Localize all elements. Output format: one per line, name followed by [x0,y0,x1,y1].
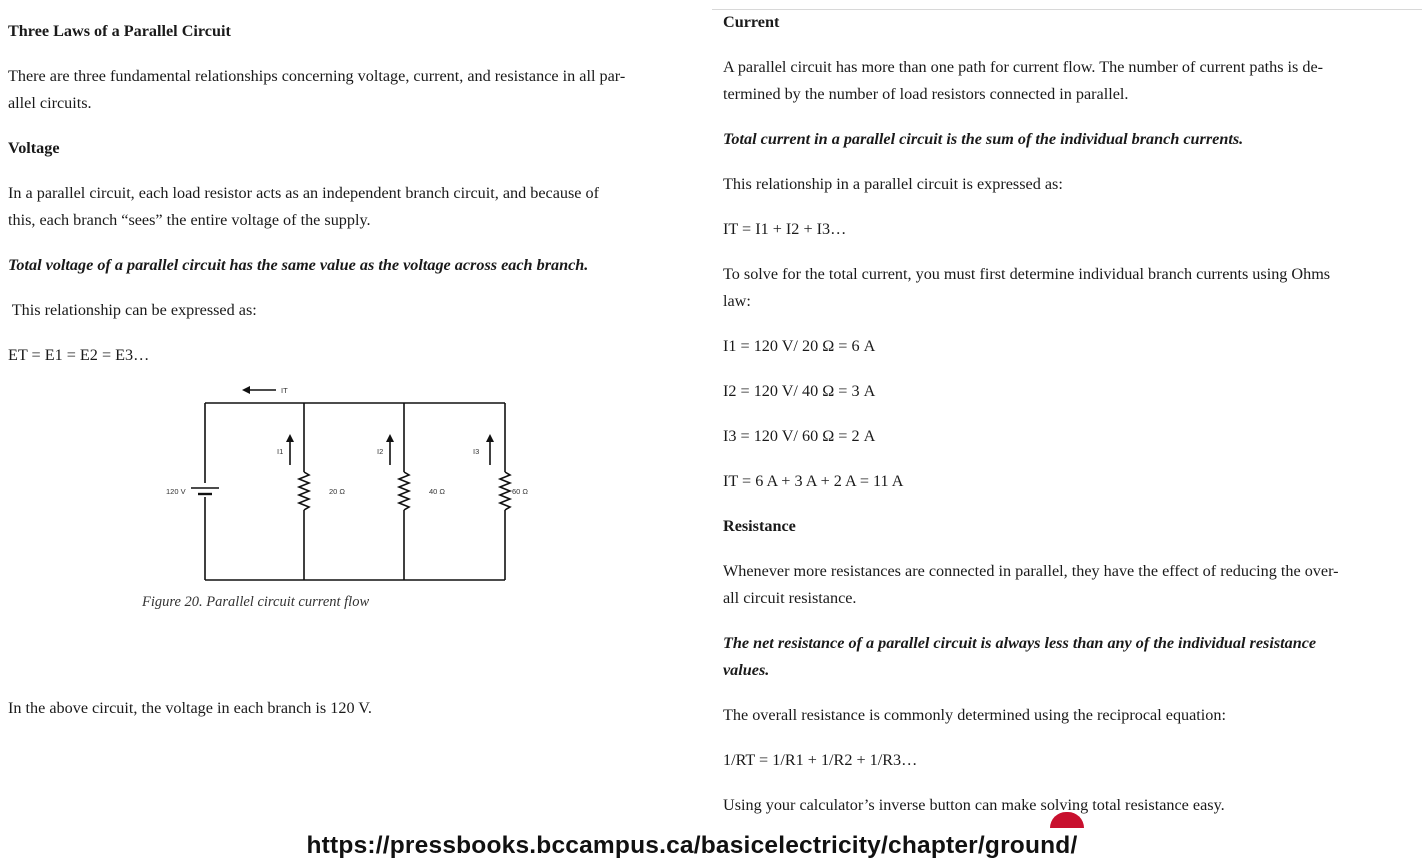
current-paragraph-line-2: termined by the number of load resistors connected in parallel. [723,85,1129,103]
solve-paragraph-line-2: law: [723,292,751,310]
parallel-circuit-diagram [158,380,528,590]
resistance-paragraph-line-2: all circuit resistance. [723,589,857,607]
resistor-60-zigzag [500,472,510,510]
intro-line-1: There are three fundamental relationships concerning voltage, current, and resistance in all par- [8,67,626,85]
calc-i2: I2 = 120 V/ 40 Ω = 3 A [723,382,876,400]
calc-i1: I1 = 120 V/ 20 Ω = 6 A [723,337,876,355]
figure-caption: Figure 20. Parallel circuit current flow [142,594,370,610]
resistance-formula: 1/RT = 1/R1 + 1/R2 + 1/R3… [723,751,918,769]
branch-2-current-label: I2 [377,447,384,456]
resistance-expression-intro: The overall resistance is commonly determined using the reciprocal equation: [723,706,1226,724]
calc-it: IT = 6 A + 3 A + 2 A = 11 A [723,472,904,490]
voltage-expression-intro: This relationship can be expressed as: [8,301,257,319]
voltage-heading: Voltage [8,139,60,157]
voltage-formula: ET = E1 = E2 = E3… [8,346,150,364]
branch-2-resistance-label: 40 Ω [429,487,446,496]
current-expression-intro: This relationship in a parallel circuit is expressed as: [723,175,1063,193]
branch-3-current-label: I3 [473,447,480,456]
i1-arrow-icon [286,434,294,442]
resistance-heading: Resistance [723,517,796,535]
calc-i3: I3 = 120 V/ 60 Ω = 2 A [723,427,876,445]
resistor-20-zigzag [299,472,309,510]
resistance-paragraph-line-1: Whenever more resistances are connected in parallel, they have the effect of reducing the over- [723,562,1339,580]
resistor-40-zigzag [399,472,409,510]
i2-arrow-icon [386,434,394,442]
voltage-paragraph-line-1: In a parallel circuit, each load resistor acts as an independent branch circuit, and because of [8,184,600,202]
current-heading: Current [723,13,780,31]
resistance-rule-line-2: values. [723,661,770,679]
branch-1-current-label: I1 [277,447,284,456]
resistance-tip: Using your calculator’s inverse button can make solving total resistance easy. [723,796,1225,814]
it-arrow-icon [242,386,250,394]
branch-1-resistance-label: 20 Ω [329,487,346,496]
total-current-label: IT [281,386,288,395]
current-paragraph-line-1: A parallel circuit has more than one path for current flow. The number of current paths is de- [723,58,1324,76]
source-url[interactable]: https://pressbooks.bccampus.ca/basicelectricity/chapter/ground/ [306,832,1078,859]
section-title: Three Laws of a Parallel Circuit [8,22,231,40]
branch-3-resistance-label: 60 Ω [511,487,528,496]
current-formula: IT = I1 + I2 + I3… [723,220,847,238]
intro-line-2: allel circuits. [8,94,92,112]
voltage-paragraph-line-2: this, each branch “sees” the entire voltage of the supply. [8,211,371,229]
voltage-rule: Total voltage of a parallel circuit has the same value as the voltage across each branch. [8,256,589,274]
solve-paragraph-line-1: To solve for the total current, you must first determine individual branch currents using Ohms [723,265,1331,283]
current-rule: Total current in a parallel circuit is the sum of the individual branch currents. [723,130,1244,148]
i3-arrow-icon [486,434,494,442]
voltage-conclusion: In the above circuit, the voltage in each branch is 120 V. [8,699,372,717]
resistance-rule-line-1: The net resistance of a parallel circuit is always less than any of the individual resistance [723,634,1317,652]
source-voltage-label: 120 V [166,487,186,496]
